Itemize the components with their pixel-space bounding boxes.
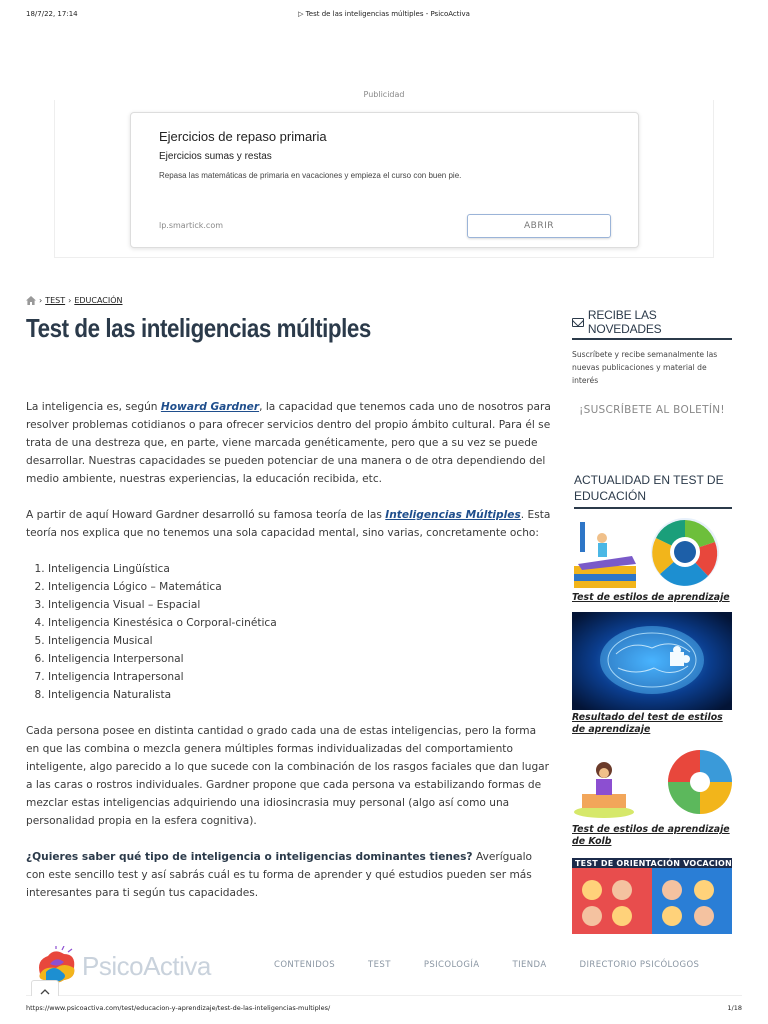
back-to-top-button[interactable]: [31, 980, 59, 996]
newsletter-description: Suscríbete y recibe semanalmente las nuevas publicaciones y material de interés: [572, 350, 718, 385]
ad-card[interactable]: [130, 112, 639, 248]
vocational-test-banner[interactable]: [572, 858, 744, 934]
list-item: 1. Inteligencia Lingüística: [48, 560, 552, 578]
news-item[interactable]: [572, 514, 732, 604]
site-logo[interactable]: [34, 946, 211, 986]
chevron-up-icon: [40, 988, 50, 996]
news-link[interactable]: Test de estilos de aprendizaje: [572, 592, 730, 603]
nav-directorio[interactable]: DIRECTORIO PSICÓLOGOS: [579, 960, 700, 970]
howard-gardner-link[interactable]: Howard Gardner: [160, 401, 260, 413]
news-item[interactable]: [572, 612, 732, 736]
print-page-title: ▷ Test de las inteligencias múltiples - PsicoActiva: [298, 10, 470, 18]
article-paragraph: La inteligencia es, según Howard Gardner, la capacidad que tenemos cada uno de nosotros para resolver problemas cotidianos o para ofrecer servicios dentro del propio ámbito cultural. Para él se trata de una destreza que, en parte, viene marcada genéticamente, pero que a su vez se puede desarrollar. Nuestras capacidades se pueden potenciar de una manera o de otra dependiendo del medio ambiente, nuestras experiencias, la educación recibida, etc.: [26, 401, 551, 485]
nav-psicologia[interactable]: PSICOLOGÍA: [423, 960, 480, 970]
print-page-number: 1/18: [727, 1004, 742, 1012]
article-paragraph: A partir de aquí Howard Gardner desarrolló su famosa teoría de las Inteligencias Múltiples. Esta teoría nos explica que no tenemos una sola capacidad mental, sino varias, concretamente ocho:: [26, 509, 551, 539]
nav-contenidos[interactable]: CONTENIDOS: [274, 960, 336, 970]
print-datetime: 18/7/22, 17:14: [26, 10, 78, 18]
news-item[interactable]: [572, 746, 732, 848]
ad-domain: lp.smartick.com: [159, 221, 224, 230]
print-header: [26, 10, 742, 22]
list-item: 7. Inteligencia Intrapersonal: [48, 668, 552, 686]
list-item: 2. Inteligencia Lógico – Matemática: [48, 578, 552, 596]
newsletter-heading: RECIBE LAS NOVEDADES: [572, 308, 732, 340]
list-item: 3. Inteligencia Visual – Espacial: [48, 596, 552, 614]
ad-open-button[interactable]: ABRIR: [467, 214, 611, 238]
main-nav: [274, 960, 699, 970]
news-link[interactable]: Resultado del test de estilos de aprendizaje: [572, 712, 723, 735]
list-item: 5. Inteligencia Musical: [48, 632, 552, 650]
ad-label: Publicidad: [363, 90, 405, 99]
page-title: Test de las inteligencias múltiples: [26, 313, 371, 343]
article-paragraph: Cada persona posee en distinta cantidad o grado cada una de estas inteligencias, pero la forma en que las combina o mezcla genera múltiples formas individualizadas del comportamiento inteligente, algo parecido a lo que sucede con la combinación de los rasgos faciales que dan lugar a las caras o rostros individuales. Gardner propone que cada persona va estabilizando formas de mezclar estas inteligencias adquiriendo una idiosincrasia muy personal (algo así como una personalidad propia en la esfera cognitiva).: [26, 725, 550, 827]
home-icon[interactable]: [26, 296, 36, 305]
subscribe-button[interactable]: ¡SUSCRÍBETE AL BOLETÍN!: [579, 404, 725, 416]
chevron-right-icon: ›: [68, 296, 72, 305]
list-item: 8. Inteligencia Naturalista: [48, 686, 552, 704]
chevron-right-icon: ›: [39, 296, 43, 305]
logo-text: PsicoActiva: [82, 950, 211, 981]
vocational-banner-text: TEST DE ORIENTACIÓN VOCACIONAL: [575, 859, 744, 868]
vocational-banner-image[interactable]: [572, 858, 732, 934]
breadcrumb-item-test[interactable]: TEST: [45, 296, 66, 305]
print-url: https://www.psicoactiva.com/test/educacion-y-aprendizaje/test-de-las-inteligencias-multiples/: [26, 1004, 331, 1012]
news-link[interactable]: Test de estilos de aprendizaje de Kolb: [572, 824, 730, 847]
list-item: 6. Inteligencia Interpersonal: [48, 650, 552, 668]
ad-description: Repasa las matemáticas de primaria en vacaciones y empieza el curso con buen pie.: [159, 171, 462, 180]
ad-title[interactable]: Ejercicios de repaso primaria: [159, 129, 327, 144]
news-heading: ACTUALIDAD EN TEST DE EDUCACIÓN: [574, 472, 732, 509]
breadcrumb: [26, 296, 123, 305]
sidebar-newsletter: [572, 308, 732, 420]
learning-styles-thumbnail[interactable]: [572, 514, 732, 590]
nav-test[interactable]: TEST: [368, 960, 391, 970]
inteligencias-multiples-link[interactable]: Inteligencias Múltiples: [385, 509, 521, 521]
kolb-thumbnail[interactable]: [572, 746, 732, 822]
ad-subtitle: Ejercicios sumas y restas: [159, 151, 272, 162]
article-paragraph: ¿Quieres saber qué tipo de inteligencia o inteligencias dominantes tienes? Averígualo con este sencillo test y así sabrás cuál es tu forma de aprender y qué estudios pueden ser más interesantes para ti según tus capacidades.: [26, 851, 533, 899]
nav-tienda[interactable]: TIENDA: [512, 960, 547, 970]
article-body: [26, 398, 552, 920]
list-item: 4. Inteligencia Kinestésica o Corporal-cinética: [48, 614, 552, 632]
breadcrumb-item-educacion[interactable]: EDUCACIÓN: [74, 296, 123, 305]
brain-puzzle-thumbnail[interactable]: [572, 612, 732, 710]
intelligences-list: [48, 560, 552, 704]
sticky-nav: [26, 940, 742, 996]
mail-icon: [572, 318, 584, 327]
